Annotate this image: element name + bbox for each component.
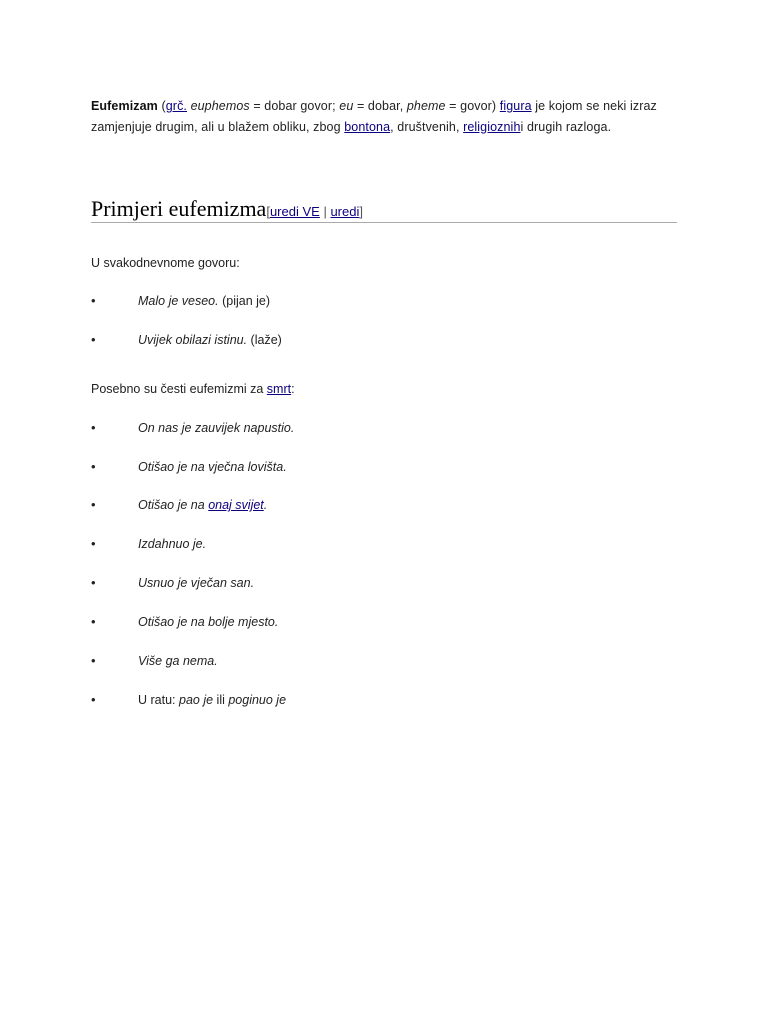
intro-text: ( — [157, 99, 166, 113]
edit-bracket: [ — [266, 204, 270, 219]
link-onaj-svijet[interactable]: onaj svijet — [208, 498, 264, 512]
bullet: • — [91, 293, 96, 308]
bullet: • — [91, 332, 96, 347]
example-text: Uvijek obilazi istinu. — [138, 333, 248, 347]
bullet: • — [91, 614, 96, 629]
intro-paragraph — [91, 96, 677, 137]
link-bontona[interactable]: bontona — [344, 119, 391, 134]
section-title: Primjeri eufemizma — [91, 196, 267, 221]
example-text: . — [263, 498, 268, 512]
bullet: • — [91, 459, 96, 474]
example-text: Otišao je na — [138, 498, 209, 512]
example-text: poginuo je — [228, 693, 287, 707]
bullet: • — [91, 653, 96, 668]
intro-text: = dobar, — [353, 99, 407, 113]
example-text: Otišao je na vječna lovišta. — [138, 460, 287, 474]
death-label-text: Posebno su česti eufemizmi za — [91, 382, 267, 396]
example-text: Malo je veseo. — [138, 294, 219, 308]
example-text: Otišao je na bolje mjesto. — [138, 615, 279, 629]
edit-links — [266, 204, 363, 219]
section-heading — [91, 196, 677, 223]
example-plain: U ratu: — [138, 693, 179, 707]
example-text: pao je — [179, 693, 214, 707]
term-bold: Eufemizam — [91, 99, 158, 113]
bullet: • — [91, 692, 96, 707]
link-smrt[interactable]: smrt — [266, 382, 292, 396]
link-grc[interactable]: grč. — [165, 99, 187, 113]
example-text: Usnuo je vječan san. — [138, 576, 255, 590]
link-religioznih[interactable]: religioznih — [463, 119, 521, 134]
bullet: • — [91, 536, 96, 551]
death-label — [91, 381, 295, 397]
intro-text: je kojom se neki izraz zamjenjuje drugim, ali u blažem obliku, zbog — [91, 99, 657, 134]
intro-text: , društvenih, — [390, 119, 464, 134]
intro-text: i drugih razloga. — [520, 119, 612, 134]
example-meaning: (laže) — [247, 333, 282, 347]
intro-text: = govor) — [445, 99, 500, 113]
bullet: • — [91, 575, 96, 590]
bullet: • — [91, 497, 96, 512]
edit-bracket: ] — [359, 204, 363, 219]
example-text: Izdahnuo je. — [138, 537, 207, 551]
greek-term: euphemos — [190, 99, 250, 113]
bullet: • — [91, 420, 96, 435]
greek-term: pheme — [406, 99, 446, 113]
example-text: On nas je zauvijek napustio. — [138, 421, 295, 435]
everyday-label: U svakodnevnome govoru: — [91, 256, 240, 270]
example-meaning: (pijan je) — [218, 294, 271, 308]
example-plain: ili — [213, 693, 229, 707]
intro-text: = dobar govor; — [249, 99, 340, 113]
link-figura[interactable]: figura — [499, 99, 532, 113]
example-text: Više ga nema. — [138, 654, 218, 668]
edit-ve-link[interactable]: uredi VE — [269, 204, 320, 219]
edit-separator: | — [319, 204, 331, 219]
greek-term: eu — [339, 99, 354, 113]
death-label-colon: : — [291, 382, 295, 396]
edit-link[interactable]: uredi — [330, 204, 360, 219]
